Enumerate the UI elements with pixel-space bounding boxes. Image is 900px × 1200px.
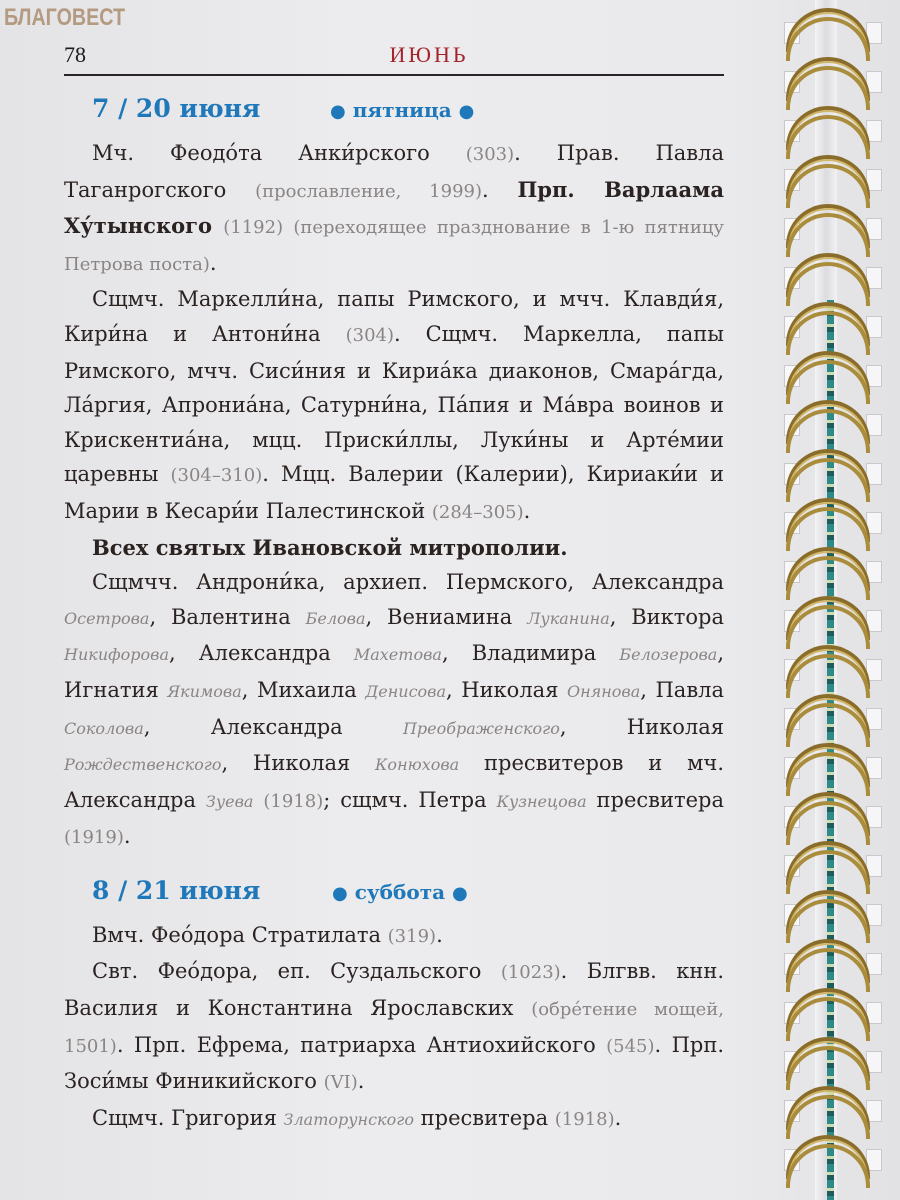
spiral-ring [784,841,876,875]
date-note: (1918) [263,790,324,812]
surname: Белозерова [619,645,718,665]
surname: Зуева [205,791,254,811]
surname: Денисова [365,681,447,701]
spiral-ring [784,988,876,1022]
bullet-icon: ● [452,882,468,904]
entry-paragraph: Вмч. Фео́дора Стратилата (319). [92,922,443,947]
date-note: (284–305) [431,501,524,523]
day-entries [64,918,724,1138]
spiral-ring [784,155,876,189]
spiral-ring [784,449,876,483]
date-note: (304) [345,324,394,346]
date-note: (319) [387,925,437,947]
spiral-ring [784,743,876,777]
entry-paragraph: Свт. Фео́дора, еп. Суздальского (1023). Блгвв. кнн. Василия и Константина Ярославских (обре́тение мощей, 1501). Прп. Ефрема, патриарха Антиохийского (545). Прп. Зоси́мы Финикийского (VI). [64,959,725,1094]
publisher-watermark: БЛАГОВЕСТ [4,4,125,31]
date-note: (1023) [500,962,561,984]
date-note: (304–310) [170,465,263,487]
spiral-ring [784,302,876,336]
date-note: (545) [606,1035,655,1057]
day-entries [64,136,724,856]
surname: Рождественского [64,755,222,775]
calendar-content [64,92,724,1137]
day-heading [92,874,724,918]
weekday-label: пятница [352,98,452,122]
entry-paragraph [64,531,724,566]
spiral-ring [784,645,876,679]
spiral-ring [784,792,876,826]
day-date: 8 / 21 июня [92,875,261,905]
spiral-ring [784,106,876,140]
page-number: 78 [64,42,86,67]
surname: Белова [305,608,366,628]
spiral-ring [784,8,876,42]
spiral-ring [784,1037,876,1071]
entry-paragraph: Мч. Феодо́та Анки́рского (303). Прав. Павла Таганрогского (прославление, 1999). Прп. Варлаама Ху́тынского (1192) (переходящее празднование в 1-ю пятницу Петрова поста). [64,141,724,275]
date-note: (1192) (переходящее празднование в 1-ю пятницу Петрова поста) [64,217,724,275]
date-note: (1918) [554,1108,615,1130]
entry-paragraph: Сщмчч. Андрони́ка, архиеп. Пермского, Александра Осетрова, Валентина Белова, Вениамина Луканина, Виктора Никифорова, Александра Махетова, Владимира Белозерова, Игнатия Якимова, Михаила Денисова, Николая Онянова, Павла Соколова, Александра Преображенского, Николая Рождественского, Николая Конюхова пресвитеров и мч. Александра Зуева (1918); сщмч. Петра Кузнецова пресвитера (1919). [64,570,725,849]
day-date: 7 / 20 июня [92,94,261,123]
surname: Никифорова [64,645,169,665]
surname: Преображенского [402,718,560,738]
surname: Осетрова [64,608,150,628]
entry-paragraph: Сщмч. Маркелли́на, папы Римского, и мчч. Клавди́я, Кири́на и Антони́на (304). Сщмч. Маркелла, папы Римского, мчч. Сиси́ния и Кириа́ка диаконов, Смара́гда, Ла́ргия, Апрониа́на, Сатурни́на, Па́пия и Ма́вра воинов и Крискентиа́на, мцц. Приски́ллы, Луки́ны и Арте́мии царевны (304–310). Мцц. Валерии (Калерии), Кириаки́и и Марии в Кесари́и Палестинской (284–305). [64,287,724,523]
surname: Кузнецова [496,791,587,811]
spiral-ring [784,351,876,385]
feast-highlight: Всех святых Ивановской митрополии. [92,534,568,560]
surname: Онянова [566,681,641,701]
surname: Луканина [527,608,610,628]
page-header [64,40,724,76]
surname: Махетова [353,645,442,665]
spiral-ring [784,498,876,532]
bullet-icon: ● [332,882,348,904]
spiral-ring [784,253,876,287]
date-note: (обре́тение мощей, 1501) [64,999,724,1057]
bullet-icon: ● [330,101,346,122]
surname: Конюхова [375,755,460,775]
surname: Якимова [167,681,242,701]
date-note: (прославление, 1999) [255,180,482,202]
spiral-ring [784,1135,876,1169]
spiral-ring [784,694,876,728]
day-weekday [330,93,474,130]
month-title: ИЮНЬ [389,42,469,67]
bullet-icon: ● [458,101,475,122]
spiral-ring [784,400,876,434]
entry-paragraph: Сщмч. Григория Златорунского пресвитера (1918). [92,1105,622,1130]
spiral-ring [784,596,876,630]
surname: Златорунского [283,1109,414,1129]
date-note: (303) [465,144,515,165]
weekday-label: суббота [354,879,446,904]
date-note: (1919) [64,827,124,849]
spiral-ring [784,547,876,581]
day-weekday [332,875,468,912]
spiral-ring [784,57,876,91]
date-note: (VI) [323,1072,358,1094]
feast-highlight: Прп. Варлаама Ху́тынского [64,176,724,239]
spiral-ring [784,1086,876,1120]
day-heading [92,92,724,136]
spiral-ring [784,204,876,238]
surname: Соколова [64,718,144,738]
spiral-ring [784,939,876,973]
spiral-ring [784,890,876,924]
